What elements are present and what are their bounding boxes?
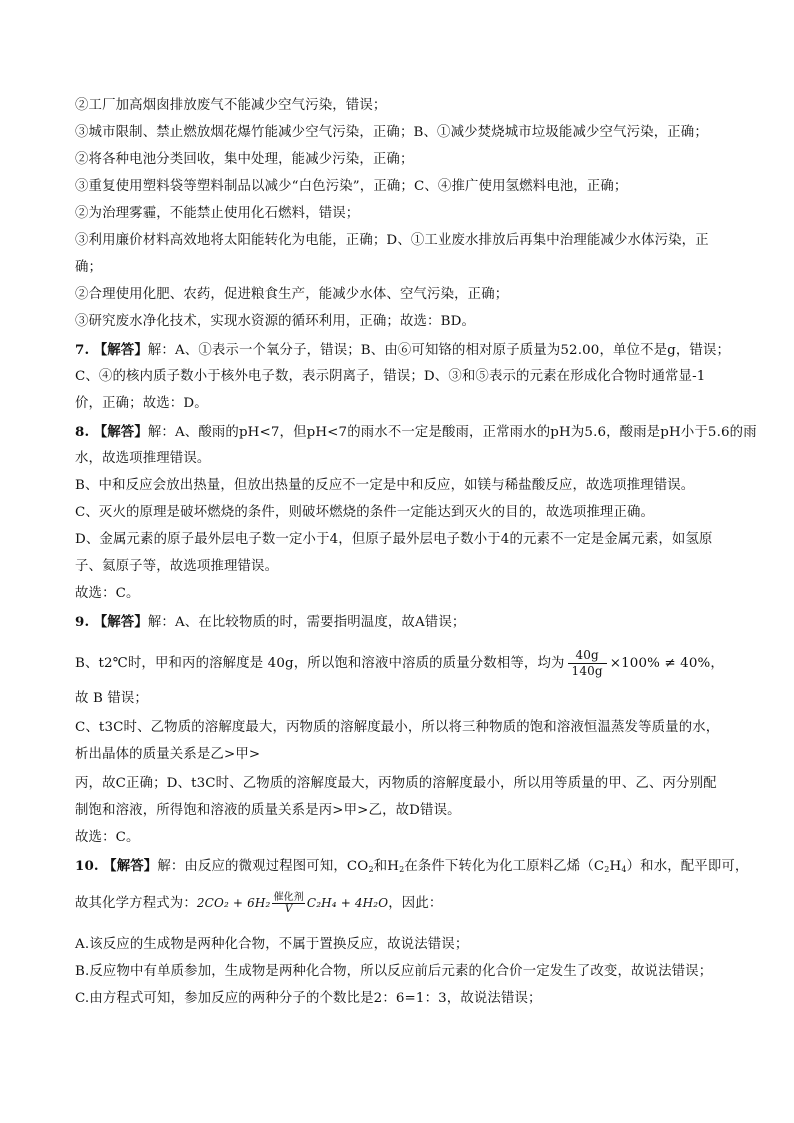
answer-text: ）和水，配平即可， <box>626 859 749 874</box>
answer-text: 和H <box>373 859 400 874</box>
answer-tag: 【解答】 <box>93 342 148 358</box>
subscript: 2 <box>604 865 610 874</box>
question-number: 8. <box>75 424 90 440</box>
answer-9-line-2 <box>75 648 735 679</box>
answer-tag: 【解答】 <box>103 858 158 874</box>
answer-8-line-3: B、中和反应会放出热量，但放出热量的反应不一定是中和反应，如镁与稀盐酸反应，故选项推理错误。 <box>75 478 695 493</box>
answer-10-option-b: B.反应物中有单质参加，生成物是两种化合物，所以反应前后元素的化合价一定发生了改变，故说法错误； <box>75 964 713 979</box>
text-line: ②工厂加高烟囱排放废气不能减少空气污染，错误； <box>75 98 387 113</box>
answer-text: 故其化学方程式为： <box>75 896 197 911</box>
answer-10-option-c: C.由方程式可知，参加反应的两种分子的个数比是2：6=1：3，故说法错误； <box>75 991 542 1006</box>
answer-text: ，因此： <box>388 896 443 911</box>
text-line: 确； <box>75 260 103 275</box>
catalyst-label: 催化剂 <box>273 892 304 903</box>
answer-9-line-1 <box>75 612 735 633</box>
text-line: ②为治理雾霾，不能禁止使用化石燃料，错误； <box>75 206 360 221</box>
answer-text: ×100% ≠ 40%， <box>609 656 724 671</box>
answer-text: B、t2℃时，甲和丙的溶解度是 40g，所以饱和溶液中溶质的质量分数相等，均为 <box>75 656 565 671</box>
subscript: 2 <box>368 865 374 874</box>
answer-8-line-6: 子、氦原子等，故选项推理错误。 <box>75 559 279 574</box>
answer-10-line-1 <box>75 856 749 880</box>
question-number: 9. <box>75 614 90 630</box>
mass-fraction <box>568 648 607 679</box>
text-line: ③城市限制、禁止燃放烟花爆竹能减少空气污染，正确；B、①减少焚烧城市垃圾能减少空气污染，正确； <box>75 125 708 140</box>
answer-9-line-5: 析出晶体的质量关系是乙>甲> <box>75 747 261 762</box>
answer-8-line-4: C、灭火的原理是破坏燃烧的条件，则破坏燃烧的条件一定能达到灭火的目的，故选项推理正确。 <box>75 505 655 520</box>
fraction-numerator: 40g <box>568 648 607 664</box>
text-line: ③利用廉价材料高效地将太阳能转化为电能，正确；D、①工业废水排放后再集中治理能减少水体污染，正 <box>75 233 709 248</box>
answer-8-line-5: D、金属元素的原子最外层电子数一定小于4，但原子最外层电子数小于4的元素不一定是金属元素，如氢原 <box>75 532 713 547</box>
answer-9-line-8: 故选：C。 <box>75 830 140 845</box>
subscript: 4 <box>621 865 627 874</box>
answer-10-line-2 <box>75 888 735 919</box>
equation-products: C₂H₄ + 4H₂O <box>306 896 389 910</box>
equation-reactants: 2CO₂ + 6H₂ <box>196 896 271 910</box>
text-line: ③重复使用塑料袋等塑料制品以减少“白色污染”，正确；C、④推广使用氢燃料电池，正确； <box>75 179 628 194</box>
answer-10-option-a: A.该反应的生成物是两种化合物，不属于置换反应，故说法错误； <box>75 937 469 952</box>
answer-9-line-6: 丙，故C正确；D、t3C时、乙物质的溶解度最大，丙物质的溶解度最小，所以用等质量的甲、乙、丙分别配 <box>75 776 717 791</box>
subscript: 2 <box>399 865 405 874</box>
text-line: ③研究废水净化技术，实现水资源的循环利用，正确；故选：BD。 <box>75 314 476 329</box>
answer-9-line-4: C、t3C时、乙物质的溶解度最大，丙物质的溶解度最小，所以将三种物质的饱和溶液恒温蒸发等质量的水， <box>75 720 720 735</box>
answer-text: 解：由反应的微观过程图可知，CO <box>157 859 369 874</box>
answer-9-line-7: 制饱和溶液，所得饱和溶液的质量关系是丙>甲>乙，故D错误。 <box>75 803 461 818</box>
answer-text: 在条件下转化为化工原料乙烯（C <box>404 859 605 874</box>
answer-8-line-2: 水，故选项推理错误。 <box>75 451 211 466</box>
answer-7-line-2: C、④的核内质子数小于核外电子数，表示阴离子，错误；D、③和⑤表示的元素在形成化合物时通常显-1 <box>75 369 706 384</box>
answer-tag: 【解答】 <box>93 424 148 440</box>
answer-8-line-7: 故选：C。 <box>75 586 140 601</box>
answer-7-line-3: 价，正确；故选：D。 <box>75 396 208 411</box>
answer-9-line-3: 故 B 错误； <box>75 691 148 706</box>
answer-tag: 【解答】 <box>93 614 148 630</box>
fraction-denominator: 140g <box>571 664 603 678</box>
condition-label: V <box>284 904 293 915</box>
answer-text: 解：A、①表示一个氧分子，错误；B、由⑥可知铬的相对原子质量为52.00，单位不是g，错误； <box>147 343 731 358</box>
answer-7-line-1 <box>75 340 735 361</box>
question-number: 7. <box>75 342 90 358</box>
text-line: ②将各种电池分类回收，集中处理，能减少污染，正确； <box>75 152 414 167</box>
reaction-condition <box>272 892 304 915</box>
question-number: 10. <box>75 858 99 874</box>
answer-text: 解：A、在比较物质的时，需要指明温度，故A错误； <box>147 615 466 630</box>
answer-text: 解：A、酸雨的pH<7，但pH<7的雨水不一定是酸雨，正常雨水的pH为5.6，酸雨是pH小于5.6的雨 <box>147 425 757 440</box>
answer-text: H <box>609 859 622 874</box>
text-line: ②合理使用化肥、农药，促进粮食生产，能减少水体、空气污染，正确； <box>75 287 509 302</box>
answer-8-line-1 <box>75 422 757 443</box>
